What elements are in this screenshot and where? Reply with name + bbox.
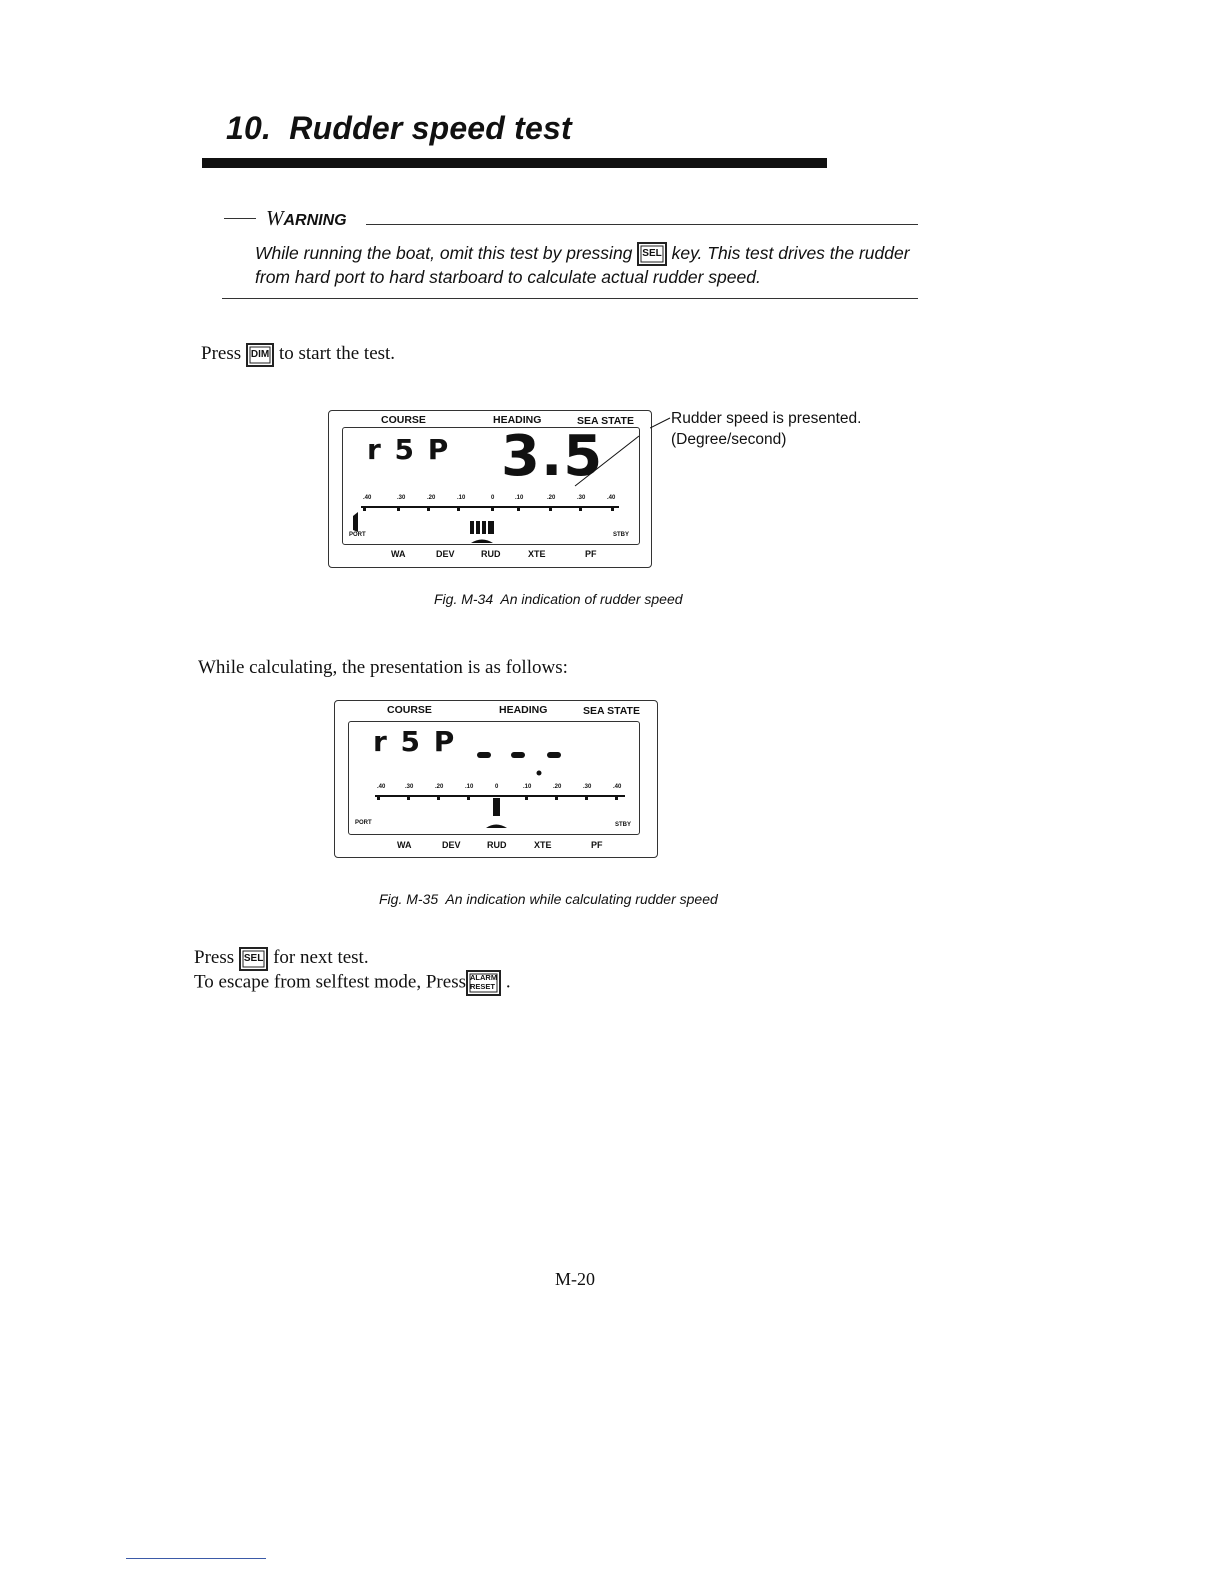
- lcd-label-xte: XTE: [528, 549, 546, 559]
- lcd-label-wa: WA: [391, 549, 406, 559]
- warning-text-before: While running the boat, omit this test by pressing: [255, 243, 638, 263]
- callout-line-1: Rudder speed is presented.: [671, 410, 862, 427]
- step-start-after: to start the test.: [274, 343, 396, 364]
- scale-tick-label: 0: [491, 495, 495, 501]
- sel-key-icon: SEL: [637, 242, 666, 266]
- scale-tick-label: .30: [577, 495, 586, 501]
- alarm-key-top: ALARM: [469, 973, 498, 982]
- alarm-reset-key-icon: [466, 970, 501, 996]
- lcd-label-dev: DEV: [442, 840, 461, 850]
- callout-line-2: (Degree/second): [671, 431, 787, 448]
- lcd-port-label: PORT: [349, 532, 366, 538]
- section-title: [226, 110, 572, 147]
- step-next-after: for next test.: [268, 947, 369, 968]
- callout-rudder-speed: [671, 408, 861, 450]
- lcd-mode-rsp: r 5 P: [373, 725, 457, 758]
- section-title-text: Rudder speed test: [289, 110, 572, 146]
- lcd-label-wa: WA: [397, 840, 412, 850]
- figure-caption-m35: [379, 891, 718, 907]
- scale-tick-label: .40: [377, 784, 386, 790]
- lcd-label-sea-state: SEA STATE: [583, 705, 640, 717]
- calculating-dashes-icon: [477, 752, 561, 758]
- rudder-bar-icon: [493, 798, 500, 816]
- scale-tick-label: .10: [515, 495, 524, 501]
- lcd-label-sea-state: SEA STATE: [577, 415, 634, 427]
- lcd-label-pf: PF: [585, 549, 597, 559]
- figure-caption-m34: [434, 591, 683, 607]
- lcd-label-heading: HEADING: [499, 704, 548, 716]
- scale-tick-label: 0: [495, 784, 499, 790]
- scale-tick-label: .30: [405, 784, 414, 790]
- sel-key-icon: SEL: [239, 947, 268, 971]
- warning-rule-bottom: [222, 298, 918, 299]
- lcd-label-course: COURSE: [381, 414, 426, 426]
- lcd-panel-calculating: [334, 700, 658, 858]
- lcd-label-rud: RUD: [487, 840, 507, 850]
- title-rule: [202, 158, 827, 168]
- lcd-screen: [348, 721, 640, 835]
- caption-number: Fig. M-34: [434, 591, 494, 607]
- scale-tick-label: .20: [547, 495, 556, 501]
- step-next-before: Press: [194, 947, 239, 968]
- scale-tick-label: .30: [397, 495, 406, 501]
- step-next-test: [194, 946, 369, 971]
- port-indicator-icon: [353, 512, 358, 532]
- warning-rule-right: [366, 224, 918, 225]
- section-number: 10.: [226, 110, 272, 146]
- scale-tick-label: .10: [465, 784, 474, 790]
- step-start-before: Press: [201, 343, 246, 364]
- scale-tick-label: .10: [523, 784, 532, 790]
- lcd-value-rudder-speed: 3.5: [501, 424, 604, 489]
- step-escape-before: To escape from selftest mode, Press: [194, 971, 466, 993]
- lcd-label-dev: DEV: [436, 549, 455, 559]
- lcd-label-course: COURSE: [387, 704, 432, 716]
- lcd-label-rud: RUD: [481, 549, 501, 559]
- scale-tick-label: .20: [553, 784, 562, 790]
- step-escape-after: .: [501, 971, 511, 993]
- lcd-label-xte: XTE: [534, 840, 552, 850]
- lcd-rudder-graphic: [343, 428, 639, 544]
- lcd-panel-rudder-speed: [328, 410, 652, 568]
- footer-rule: [126, 1558, 266, 1559]
- lcd-label-pf: PF: [591, 840, 603, 850]
- step-start: [201, 342, 395, 367]
- lcd-port-label: PORT: [355, 820, 372, 826]
- warning-text-after: key. This test drives the rudder from hard port to hard starboard to calculate actual rudder speed.: [255, 243, 910, 288]
- lcd-mode-rsp: r 5 P: [367, 433, 451, 466]
- scale-tick-label: .20: [435, 784, 444, 790]
- page-number: M-20: [555, 1269, 595, 1289]
- lcd-scale: [377, 784, 639, 794]
- lcd-screen: [342, 424, 640, 545]
- scale-tick-label: .40: [363, 495, 372, 501]
- warning-label: [266, 206, 347, 231]
- lcd-stby-label: STBY: [615, 822, 632, 828]
- rudder-bar-icon: [470, 521, 494, 534]
- caption-number: Fig. M-35: [379, 891, 439, 907]
- step-escape: [194, 970, 511, 996]
- lcd-stby-label: STBY: [613, 532, 630, 538]
- caption-text: An indication while calculating rudder speed: [445, 891, 718, 907]
- alarm-key-bottom: RESET: [469, 982, 495, 991]
- lcd-calculating-graphic: [349, 722, 639, 834]
- warning-label-rest: ARNING: [283, 212, 347, 229]
- caption-text: An indication of rudder speed: [500, 591, 683, 607]
- dim-key-icon: DIM: [246, 343, 274, 367]
- scale-tick-label: .30: [583, 784, 592, 790]
- scale-tick-label: .20: [427, 495, 436, 501]
- warning-label-first: W: [266, 206, 284, 230]
- scale-tick-label: .40: [607, 495, 616, 501]
- step-calculating: While calculating, the presentation is as follows:: [198, 657, 568, 678]
- warning-rule-left: [224, 218, 256, 219]
- lcd-label-heading: HEADING: [493, 414, 542, 426]
- scale-tick-label: .40: [613, 784, 622, 790]
- scale-tick-label: .10: [457, 495, 466, 501]
- warning-text: [255, 242, 925, 289]
